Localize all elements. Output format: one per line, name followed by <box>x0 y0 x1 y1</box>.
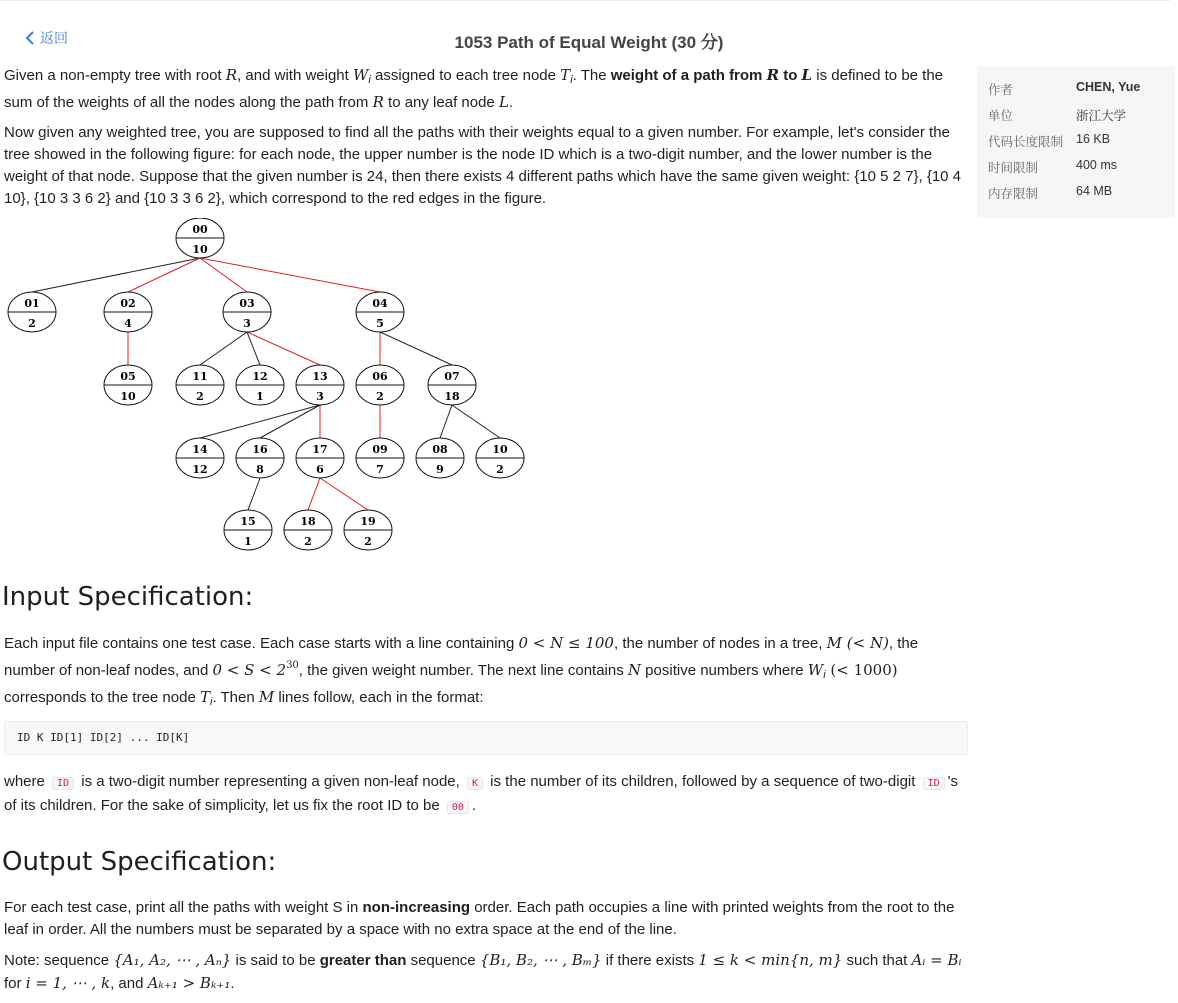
tree-node-weight-label: 3 <box>316 390 324 403</box>
tree-node-id-label: 19 <box>360 515 376 528</box>
tree-node-13 <box>296 365 344 405</box>
tree-node-05 <box>104 365 152 405</box>
tree-node-14 <box>176 438 224 478</box>
tree-node-08 <box>416 438 464 478</box>
tree-node-03 <box>223 292 271 332</box>
tree-node-weight-label: 18 <box>444 390 460 403</box>
tree-node-weight-label: 1 <box>244 535 252 548</box>
tree-node-id-label: 16 <box>252 443 268 456</box>
tree-node-weight-label: 2 <box>496 463 504 476</box>
tree-edge-07-10 <box>452 405 500 438</box>
top-divider <box>0 0 1170 1</box>
tree-edge-17-18 <box>308 478 320 510</box>
tree-node-weight-label: 1 <box>256 390 264 403</box>
input-spec-heading: Input Specification: <box>2 582 254 612</box>
tree-node-id-label: 11 <box>192 370 208 383</box>
tree-node-18 <box>284 510 332 550</box>
tree-node-id-label: 06 <box>372 370 388 383</box>
tree-node-weight-label: 10 <box>192 243 208 256</box>
tree-node-weight-label: 5 <box>376 317 384 330</box>
tree-node-06 <box>356 365 404 405</box>
tree-node-weight-label: 10 <box>120 390 136 403</box>
input-format-code: ID K ID[1] ID[2] ... ID[K] <box>4 721 968 755</box>
tree-node-09 <box>356 438 404 478</box>
tree-node-weight-label: 2 <box>376 390 384 403</box>
tree-node-id-label: 13 <box>312 370 328 383</box>
tree-node-weight-label: 12 <box>192 463 208 476</box>
tree-node-id-label: 12 <box>252 370 268 383</box>
input-spec-paragraph-1: Each input file contains one test case. Each case starts with a line containing 0 < N ≤ 100, the number of nodes in a tree, M (< N), the number of non-leaf nodes, and $0 < S < 2^{30}$, the given weight number. The next line contains N positive numbers where $W_i$ (< 1000) corresponds to the tree node $T_i$. Then M lines follow, each in the format: <box>4 634 919 708</box>
tree-node-id-label: 08 <box>432 443 448 456</box>
tree-node-12 <box>236 365 284 405</box>
output-spec-paragraph-2: Note: sequence {A₁, A₂, ⋯ , Aₙ} is said to be greater than sequence {B₁, B₂, ⋯ , Bₘ} if there exists 1 ≤ k < min{n, m} such that Aᵢ = Bᵢ for i = 1, ⋯ , k, and Aₖ₊₁ > Bₖ₊₁. <box>4 951 962 992</box>
tree-node-weight-label: 2 <box>196 390 204 403</box>
problem-info-panel: 作者 CHEN, Yue 单位 浙江大学 代码长度限制 16 KB 时间限制 400 ms 内存限制 64 MB <box>977 66 1175 218</box>
back-label: 返回 <box>40 30 68 46</box>
description-paragraph-1: Given a non-empty tree with root R, and with weight $W_i$ assigned to each tree node $T_i$. The weight of a path from R to L is defined to be the sum of the weights of all the nodes along the path from R to any leaf node L. <box>4 66 944 111</box>
tree-node-weight-label: 2 <box>304 535 312 548</box>
tree-node-10 <box>476 438 524 478</box>
tree-node-id-label: 04 <box>372 297 388 310</box>
tree-node-weight-label: 2 <box>364 535 372 548</box>
tree-node-weight-label: 9 <box>436 463 444 476</box>
output-spec-heading: Output Specification: <box>2 847 277 877</box>
tree-edge-00-02 <box>128 258 200 292</box>
tree-node-id-label: 14 <box>192 443 208 456</box>
tree-edge-00-03 <box>200 258 247 292</box>
output-spec-paragraph-1: For each test case, print all the paths with weight S in non-increasing order. Each path occupies a line with printed weights from the root to the leaf in order. All the numbers must be separated by a space with no extra space at the end of the line. <box>4 899 955 938</box>
tree-edge-03-11 <box>200 332 247 365</box>
tree-node-id-label: 18 <box>300 515 316 528</box>
tree-node-weight-label: 4 <box>124 317 132 330</box>
tree-edge-04-07 <box>380 332 452 365</box>
problem-content <box>4 64 968 1003</box>
tree-node-weight-label: 3 <box>243 317 251 330</box>
input-spec-paragraph-2: where ID is a two-digit number representing a given non-leaf node, K is the number of its children, followed by a sequence of two-digit ID 's of its children. For the sake of simplicity, let us fix the root ID to be 00 . <box>4 773 959 814</box>
tree-node-16 <box>236 438 284 478</box>
tree-node-weight-label: 2 <box>28 317 36 330</box>
tree-node-id-label: 07 <box>444 370 460 383</box>
tree-node-id-label: 05 <box>120 370 136 383</box>
tree-node-weight-label: 7 <box>376 463 384 476</box>
tree-node-id-label: 15 <box>240 515 256 528</box>
tree-node-id-label: 10 <box>492 443 508 456</box>
tree-node-19 <box>344 510 392 550</box>
tree-node-id-label: 02 <box>120 297 136 310</box>
tree-node-11 <box>176 365 224 405</box>
description-paragraph-2: Now given any weighted tree, you are supposed to find all the paths with their weights equal to a given number. For example, let's consider the tree showed in the following figure: for each node, the upper number is the node ID which is a two-digit number, and the lower number is the weight of that node. Suppose that the given number is 24, then there exists 4 different paths which have the same given weight: {10 5 2 7}, {10 4 10}, {10 3 3 6 2} and {10 3 3 6 2}, which correspond to the red edges in the figure. <box>4 124 962 207</box>
tree-node-07 <box>428 365 476 405</box>
page-title: 1053 Path of Equal Weight (30 分) <box>454 33 724 52</box>
tree-edge-16-15 <box>248 478 260 510</box>
tree-node-02 <box>104 292 152 332</box>
tree-node-weight-label: 8 <box>256 463 264 476</box>
tree-node-01 <box>8 292 56 332</box>
tree-node-id-label: 09 <box>372 443 388 456</box>
tree-edge-07-08 <box>440 405 452 438</box>
tree-edge-13-14 <box>200 405 320 438</box>
tree-node-id-label: 17 <box>312 443 328 456</box>
tree-node-15 <box>224 510 272 550</box>
tree-node-id-label: 00 <box>192 223 208 236</box>
tree-figure <box>4 218 534 554</box>
tree-edge-13-16 <box>260 405 320 438</box>
tree-edge-00-01 <box>32 258 200 292</box>
tree-node-04 <box>356 292 404 332</box>
tree-edge-00-04 <box>200 258 380 292</box>
tree-node-00 <box>176 218 224 258</box>
tree-node-17 <box>296 438 344 478</box>
tree-edge-17-19 <box>320 478 368 510</box>
tree-node-weight-label: 6 <box>316 463 324 476</box>
tree-node-id-label: 03 <box>239 297 255 310</box>
tree-node-id-label: 01 <box>24 297 40 310</box>
